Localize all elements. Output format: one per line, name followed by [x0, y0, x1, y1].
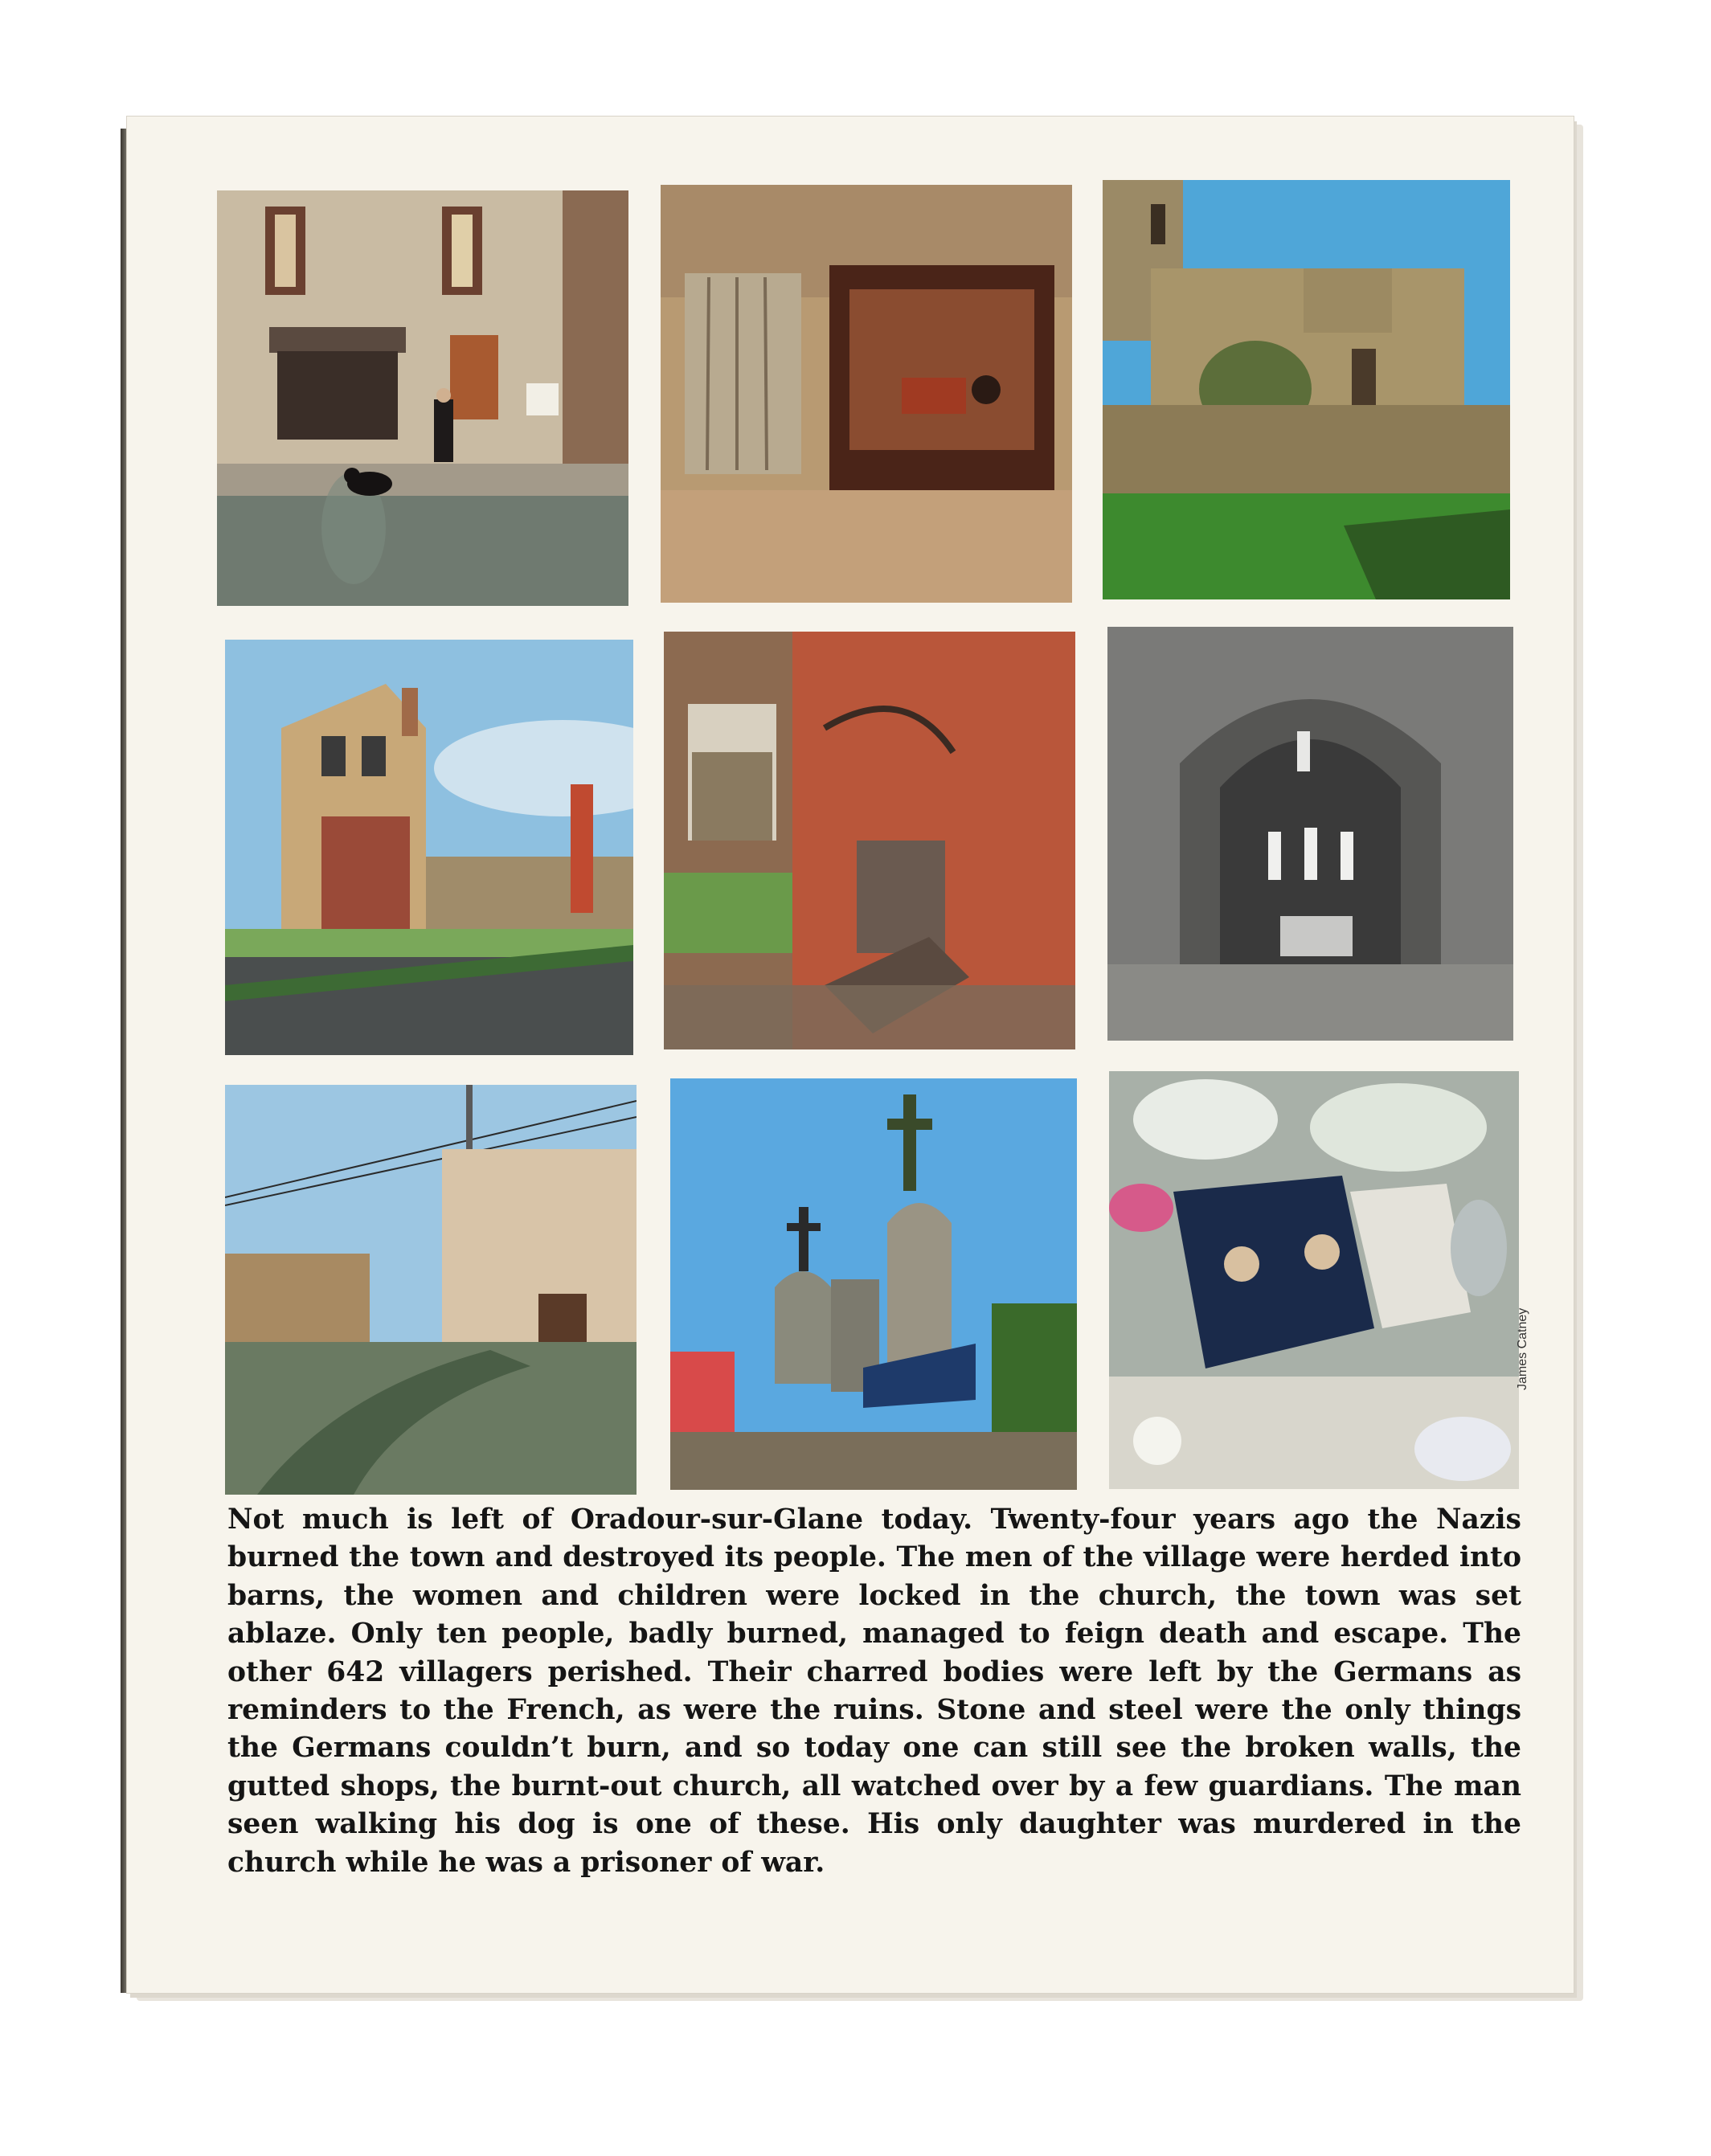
photo-memorial-plaque-flowers [1109, 1071, 1519, 1489]
photo-brick-interior-with-chair [664, 632, 1075, 1049]
photo-empty-street-tramlines [225, 1085, 637, 1495]
photo-wooden-shutter-window [661, 185, 1072, 603]
photo-street-man-walking-dog [217, 190, 628, 606]
photo-church-interior-bw [1107, 627, 1513, 1041]
photo-ruined-church-exterior [1103, 180, 1510, 599]
photo-cemetery-crosses [670, 1078, 1077, 1490]
article-caption: Not much is left of Oradour-sur-Glane today. Twenty-four years ago the Nazis burned the town and destroyed its people. The men of the village were herded into barns, the women and children were locked in the church, the town was set ablaze. Only ten people, badly burned, managed to feign death and escape. The other 642 villagers perished. Their charred bodies were left by the Germans as reminders to the French, as were the ruins. Stone and steel were the only things the Germans couldn’t burn, and so today one can still see the broken walls, the gutted shops, the burnt-out church, all watched over by a few guardians. The man seen walking his dog is one of these. His only daughter was murdered in the church while he was a prisoner of war. [227, 1503, 1521, 1879]
photo-credit: James Catney [1516, 1307, 1529, 1390]
photo-ruined-house-facade [225, 640, 633, 1055]
